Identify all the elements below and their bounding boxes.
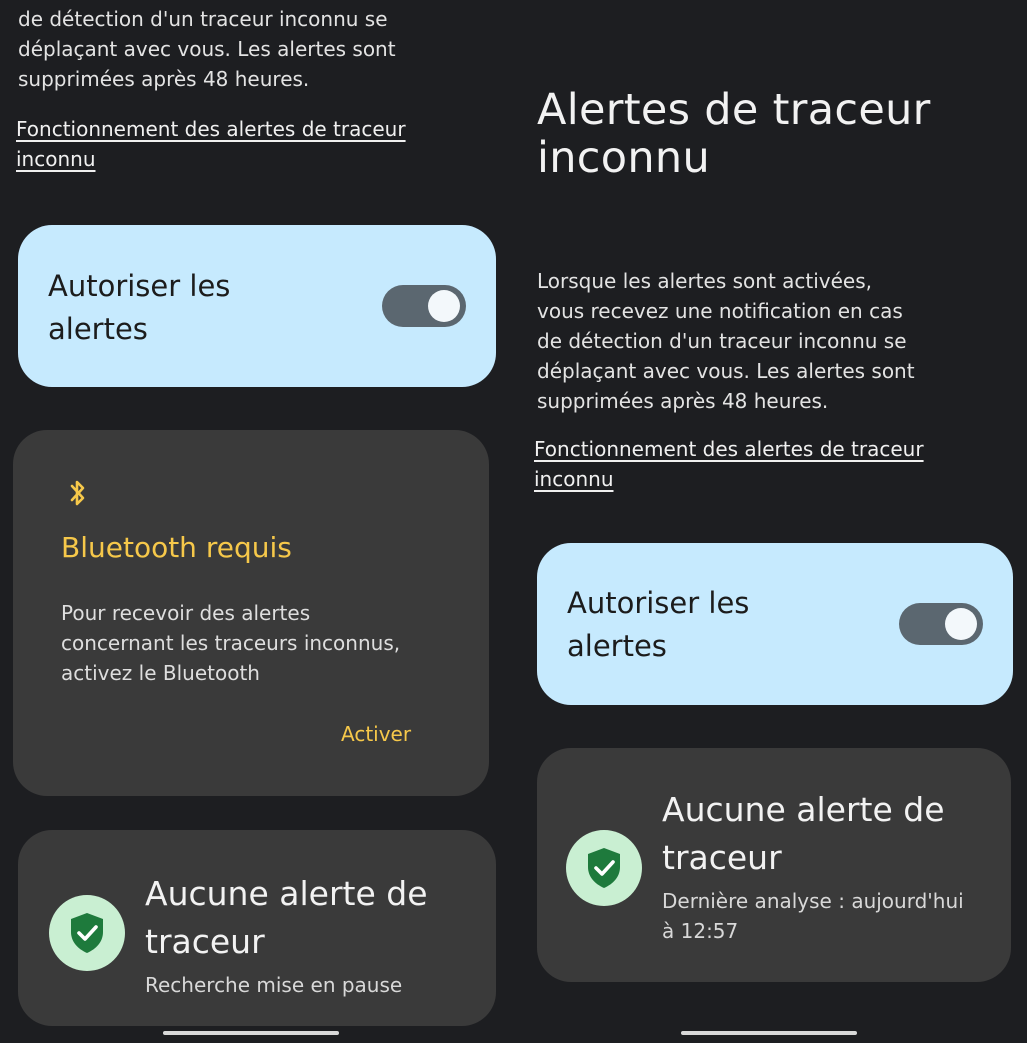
shield-check-icon bbox=[66, 910, 108, 956]
allow-alerts-card[interactable] bbox=[537, 543, 1013, 705]
bluetooth-required-title: Bluetooth requis bbox=[61, 531, 292, 564]
allow-alerts-label: Autoriser les alertes bbox=[48, 269, 231, 346]
how-alerts-work-link[interactable]: Fonctionnement des alertes de traceur inconnu bbox=[16, 117, 406, 171]
last-scan-text: Dernière analyse : aujourd'hui à 12:57 bbox=[662, 889, 964, 943]
no-tracker-alert-title: Aucune alerte de traceur bbox=[662, 790, 945, 877]
bluetooth-icon bbox=[67, 478, 89, 508]
scan-status-text: Recherche mise en pause bbox=[145, 973, 403, 997]
alerts-description: Lorsque les alertes sont activées, vous recevez une notification en cas de détection d'un traceur inconnu se déplaçant avec vous. Les alertes sont supprimées après 48 heures. bbox=[537, 269, 915, 413]
home-indicator[interactable] bbox=[681, 1031, 857, 1035]
switch-knob bbox=[945, 608, 977, 640]
bluetooth-required-body: Pour recevoir des alertes concernant les traceurs inconnus, activez le Bluetooth bbox=[61, 601, 401, 685]
shield-badge bbox=[49, 895, 125, 971]
tracker-status-card bbox=[18, 830, 496, 1026]
switch-knob bbox=[428, 290, 460, 322]
shield-badge bbox=[566, 830, 642, 906]
alerts-description: de détection d'un traceur inconnu se déplaçant avec vous. Les alertes sont supprimées après 48 heures. bbox=[18, 7, 396, 91]
no-tracker-alert-title: Aucune alerte de traceur bbox=[145, 874, 428, 961]
tracker-status-card bbox=[537, 748, 1011, 982]
how-alerts-work-link[interactable]: Fonctionnement des alertes de traceur inconnu bbox=[534, 437, 924, 491]
home-indicator[interactable] bbox=[163, 1031, 339, 1035]
page-title: Alertes de traceur inconnu bbox=[537, 85, 931, 183]
bluetooth-required-card bbox=[13, 430, 489, 796]
allow-alerts-card[interactable] bbox=[18, 225, 496, 387]
shield-check-icon bbox=[583, 845, 625, 891]
allow-alerts-switch[interactable] bbox=[899, 603, 983, 645]
allow-alerts-switch[interactable] bbox=[382, 285, 466, 327]
activate-bluetooth-button[interactable]: Activer bbox=[341, 722, 412, 746]
allow-alerts-label: Autoriser les alertes bbox=[567, 586, 750, 663]
right-screen bbox=[520, 0, 1027, 1043]
